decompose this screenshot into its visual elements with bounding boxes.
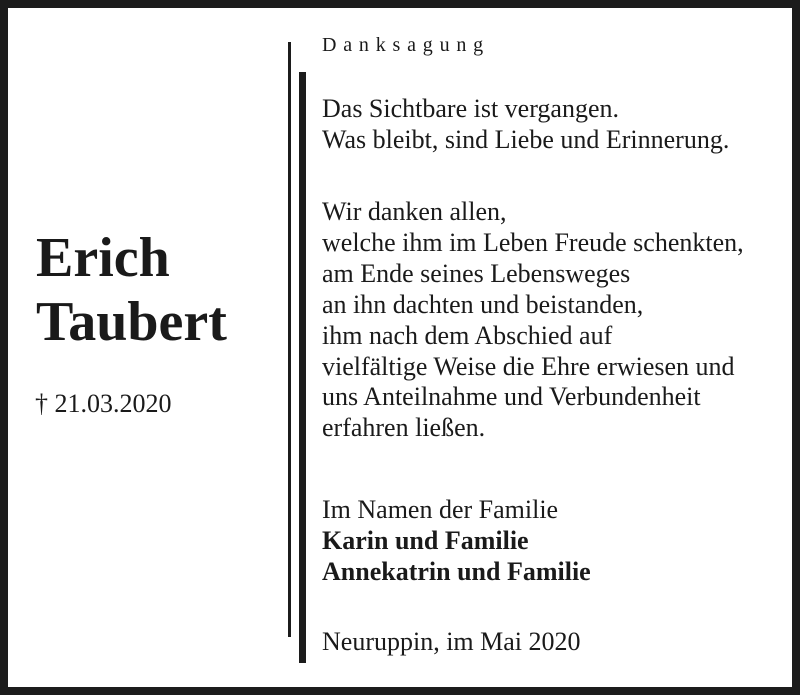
thanks-line: am Ende seines Lebensweges [322,258,631,288]
signature-intro: Im Namen der Familie [322,495,559,524]
thanks-block [322,197,744,444]
first-name: Erich [36,227,170,289]
thanks-line: erfahren ließen. [322,413,486,443]
place-and-date: Neuruppin, im Mai 2020 [322,627,581,656]
thin-vertical-rule [288,42,291,637]
thanks-line: an ihn dachten und beistanden, [322,289,644,319]
thanks-line: ihm nach dem Abschied auf [322,320,613,350]
heading-danksagung: Danksagung [322,34,490,56]
thanks-line: welche ihm im Leben Freude schenkten, [322,227,744,257]
last-name: Taubert [36,291,227,353]
deceased-name [36,226,227,354]
thanks-line: Wir danken allen, [322,197,507,226]
death-date: † 21.03.2020 [35,389,172,418]
thanks-line: vielfältige Weise die Ehre erwiesen und [322,351,735,381]
thanks-line: uns Anteilnahme und Verbundenheit [322,382,701,412]
quote-line: Das Sichtbare ist vergangen. [322,94,619,123]
signature-block [322,495,591,588]
quote-block [322,94,729,156]
quote-line: Was bleibt, sind Liebe und Erinnerung. [322,124,730,154]
thick-vertical-rule [299,72,306,663]
signature-name: Karin und Familie [322,525,529,555]
signature-name: Annekatrin und Familie [322,556,591,586]
